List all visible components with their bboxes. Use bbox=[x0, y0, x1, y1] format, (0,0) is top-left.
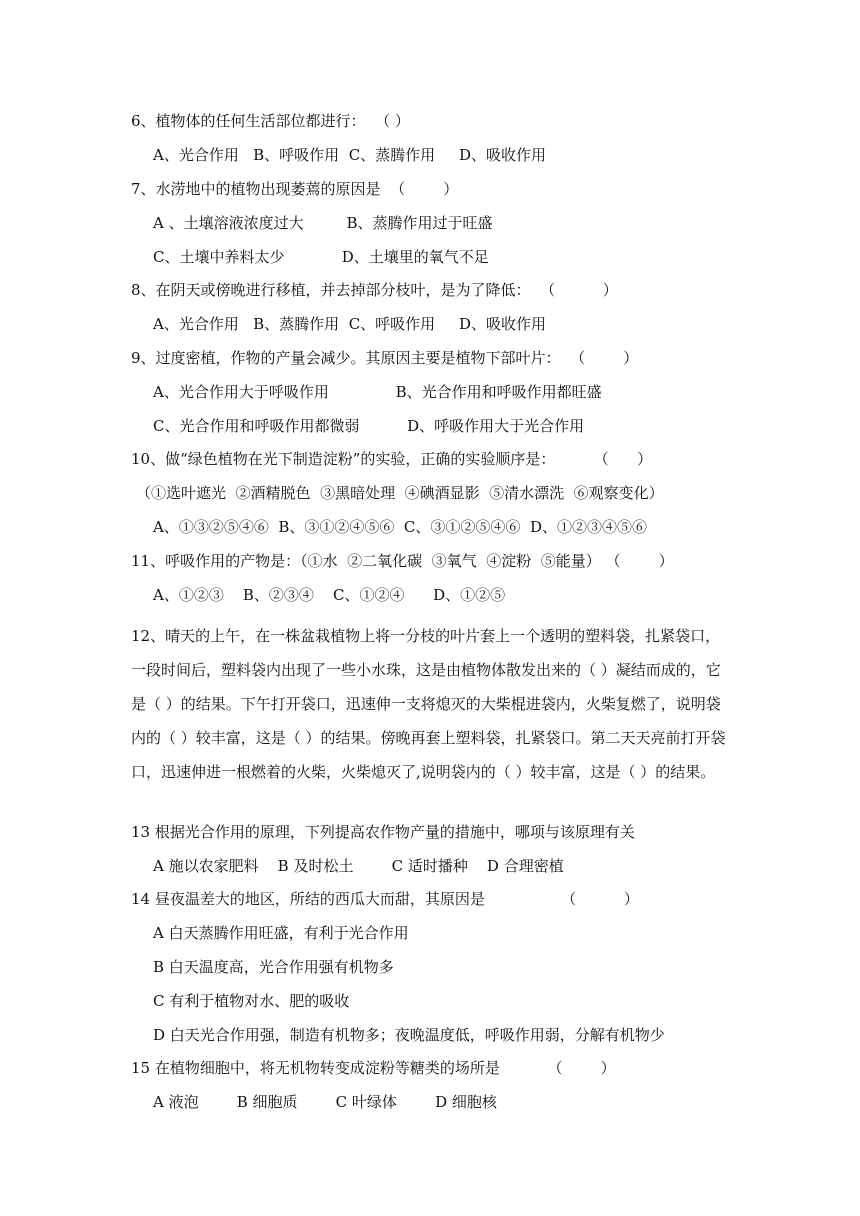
question-9-options-ab: A、光合作用大于呼吸作用 B、光合作用和呼吸作用都旺盛 bbox=[153, 383, 602, 401]
question-8-options: A、光合作用 B、蒸腾作用 C、呼吸作用 D、吸收作用 bbox=[153, 315, 547, 333]
question-14-option-b: B 白天温度高，光合作用强有机物多 bbox=[153, 958, 394, 976]
question-15-stem: 15 在植物细胞中，将无机物转变成淀粉等糖类的场所是 （ ） bbox=[131, 1059, 616, 1077]
question-9-options-cd: C、光合作用和呼吸作用都微弱 D、呼吸作用大于光合作用 bbox=[153, 417, 585, 435]
question-9-stem: 9、过度密植，作物的产量会减少。其原因主要是植物下部叶片： （ ） bbox=[131, 349, 639, 367]
question-6-stem: 6、植物体的任何生活部位都进行： （ ） bbox=[131, 112, 410, 130]
question-8-stem: 8、在阴天或傍晚进行移植，并去掉部分枝叶，是为了降低： （ ） bbox=[131, 281, 618, 299]
question-10-stem: 10、做“绿色植物在光下制造淀粉”的实验，正确的实验顺序是： （ ） bbox=[131, 450, 653, 468]
question-13-stem: 13 根据光合作用的原理，下列提高农作物产量的措施中，哪项与该原理有关 bbox=[131, 823, 635, 841]
question-7-options-cd: C、土壤中养料太少 D、土壤里的氧气不足 bbox=[153, 248, 489, 266]
question-10-steps: （①选叶遮光 ②酒精脱色 ③黑暗处理 ④碘酒显影 ⑤清水漂洗 ⑥观察变化） bbox=[136, 484, 664, 502]
question-14-stem: 14 昼夜温差大的地区，所结的西瓜大而甜，其原因是 （ ） bbox=[131, 890, 639, 908]
question-6-options: A、光合作用 B、呼吸作用 C、蒸腾作用 D、吸收作用 bbox=[153, 146, 547, 164]
question-15-options: A 液泡 B 细胞质 C 叶绿体 D 细胞核 bbox=[153, 1093, 497, 1111]
question-12-paragraph: 12、晴天的上午，在一株盆栽植物上将一分枝的叶片套上一个透明的塑料袋，扎紧袋口，一段时间后，塑料袋内出现了一些小水珠，这是由植物体散发出来的（ ）凝结而成的，它是（ ）的结果。下午打开袋口，迅速伸一支将熄灭的大柴棍进袋内，火柴复燃了，说明袋内的（ ）较丰富，这是（ ）的结果。傍晚再套上塑料袋，扎紧袋口。第二天天亮前打开袋口，迅速伸进一根燃着的火柴，火柴熄灭了,说明袋内的（ ）较丰富，这是（ ）的结果。 bbox=[131, 627, 726, 781]
question-11-stem: 11、呼吸作用的产物是：（①水 ②二氧化碳 ③氧气 ④淀粉 ⑤能量） （ ） bbox=[131, 552, 674, 570]
question-14-option-c: C 有利于植物对水、肥的吸收 bbox=[153, 992, 350, 1010]
question-11-options: A、①②③ B、②③④ C、①②④ D、①②⑤ bbox=[153, 586, 506, 604]
question-14-option-d: D 白天光合作用强，制造有机物多；夜晚温度低，呼吸作用弱，分解有机物少 bbox=[153, 1026, 665, 1044]
question-7-stem: 7、水涝地中的植物出现萎蔫的原因是 （ ） bbox=[131, 180, 459, 198]
question-7-options-ab: A 、土壤溶液浓度过大 B、蒸腾作用过于旺盛 bbox=[153, 214, 493, 232]
question-13-options: A 施以农家肥料 B 及时松土 C 适时播种 D 合理密植 bbox=[153, 857, 564, 875]
question-14-option-a: A 白天蒸腾作用旺盛，有利于光合作用 bbox=[153, 924, 409, 942]
question-10-options: A、①③②⑤④⑥ B、③①②④⑤⑥ C、③①②⑤④⑥ D、①②③④⑤⑥ bbox=[153, 518, 647, 536]
